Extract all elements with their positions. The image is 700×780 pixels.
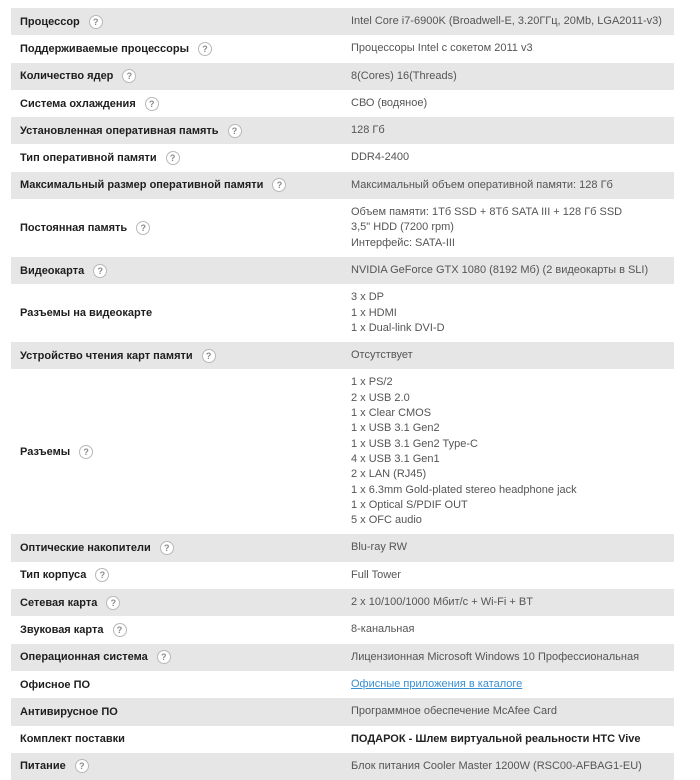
spec-label-cell [11, 199, 340, 257]
help-icon[interactable]: ? [157, 650, 171, 664]
spec-label-cell [11, 117, 340, 144]
spec-value: 1 x Optical S/PDIF OUT [351, 498, 468, 511]
help-icon[interactable]: ? [166, 151, 180, 165]
spec-label-cell [11, 172, 340, 199]
spec-value: Процессоры Intel с сокетом 2011 v3 [351, 42, 533, 55]
spec-label: Операционная система [20, 651, 148, 664]
spec-value: Блок питания Cooler Master 1200W (RSC00-AFBAG1-EU) [351, 759, 642, 772]
spec-value-cell [340, 644, 674, 671]
spec-label: Устройство чтения карт памяти [20, 349, 193, 362]
spec-value-cell [340, 90, 674, 117]
spec-value: 8-канальная [351, 623, 415, 636]
spec-value-cell [340, 753, 674, 780]
spec-label: Максимальный размер оперативной памяти [20, 179, 264, 192]
spec-label-cell [11, 698, 340, 725]
help-icon[interactable]: ? [160, 541, 174, 555]
spec-row [11, 726, 674, 753]
spec-label-cell [11, 534, 340, 561]
spec-value-cell [340, 534, 674, 561]
spec-row [11, 90, 674, 117]
spec-row [11, 117, 674, 144]
spec-value: 3 x DP [351, 291, 385, 304]
spec-value: Интерфейс: SATA-III [351, 236, 455, 249]
spec-value-cell [340, 144, 674, 171]
spec-label: Установленная оперативная память [20, 124, 219, 137]
spec-label: Процессор [20, 15, 80, 28]
spec-row [11, 644, 674, 671]
spec-row [11, 534, 674, 561]
spec-row [11, 63, 674, 90]
spec-value: 2 x USB 2.0 [351, 391, 410, 404]
spec-value-cell [340, 671, 674, 698]
help-icon[interactable]: ? [228, 124, 242, 138]
spec-row [11, 284, 674, 342]
spec-row [11, 369, 674, 534]
spec-label: Видеокарта [20, 264, 85, 277]
spec-value: 1 x 6.3mm Gold-plated stereo headphone jack [351, 483, 577, 496]
help-icon[interactable]: ? [106, 596, 120, 610]
spec-value: 3,5" HDD (7200 rpm) [351, 221, 454, 234]
spec-label-cell [11, 726, 340, 753]
help-icon[interactable]: ? [113, 623, 127, 637]
help-icon[interactable]: ? [202, 349, 216, 363]
spec-value-cell [340, 589, 674, 616]
spec-row [11, 589, 674, 616]
spec-value: 1 x USB 3.1 Gen2 [351, 422, 440, 435]
spec-value: NVIDIA GeForce GTX 1080 (8192 Мб) (2 видеокарты в SLI) [351, 263, 649, 276]
spec-value: Blu-ray RW [351, 541, 408, 554]
spec-label: Разъемы на видеокарте [20, 307, 153, 320]
spec-label: Питание [20, 760, 66, 773]
spec-value-cell [340, 257, 674, 284]
spec-label: Сетевая карта [20, 596, 98, 609]
spec-value-cell [340, 342, 674, 369]
help-icon[interactable]: ? [122, 69, 136, 83]
spec-value: 1 x HDMI [351, 306, 397, 319]
spec-label: Комплект поставки [20, 733, 125, 746]
spec-value-cell [340, 35, 674, 62]
spec-value-cell [340, 616, 674, 643]
spec-value: DDR4-2400 [351, 151, 410, 164]
spec-row [11, 616, 674, 643]
spec-value-cell [340, 199, 674, 257]
spec-label: Система охлаждения [20, 97, 136, 110]
spec-value: ПОДАРОК - Шлем виртуальной реальности HTC Vive [351, 732, 641, 745]
spec-label-cell [11, 144, 340, 171]
spec-label: Тип корпуса [20, 569, 87, 582]
spec-label-cell [11, 616, 340, 643]
spec-label-cell [11, 753, 340, 780]
spec-value: Максимальный объем оперативной памяти: 128 Гб [351, 178, 613, 191]
help-icon[interactable]: ? [93, 264, 107, 278]
catalog-link[interactable]: Офисные приложения в каталоге [351, 677, 523, 690]
spec-value: 8(Cores) 16(Threads) [351, 69, 457, 82]
spec-label: Оптические накопители [20, 542, 151, 555]
help-icon[interactable]: ? [89, 15, 103, 29]
help-icon[interactable]: ? [79, 445, 93, 459]
spec-row [11, 35, 674, 62]
spec-value: Full Tower [351, 568, 401, 581]
spec-row [11, 562, 674, 589]
spec-row [11, 698, 674, 725]
spec-label: Поддерживаемые процессоры [20, 42, 189, 55]
spec-label-cell [11, 644, 340, 671]
spec-value-cell [340, 369, 674, 534]
spec-value: 4 x USB 3.1 Gen1 [351, 452, 440, 465]
spec-value-cell [340, 562, 674, 589]
spec-value-cell [340, 117, 674, 144]
spec-row [11, 753, 674, 780]
spec-value: 1 x Dual-link DVI-D [351, 321, 445, 334]
spec-value-cell [340, 698, 674, 725]
spec-row [11, 199, 674, 257]
spec-row [11, 671, 674, 698]
spec-value: 5 x OFC audio [351, 514, 422, 527]
spec-label-cell [11, 284, 340, 342]
spec-label-cell [11, 90, 340, 117]
spec-label-cell [11, 257, 340, 284]
spec-value-cell [340, 726, 674, 753]
spec-label: Постоянная память [20, 222, 128, 235]
spec-value: 128 Гб [351, 124, 385, 137]
spec-value: 2 x 10/100/1000 Мбит/с + Wi-Fi + BT [351, 596, 533, 609]
spec-label-cell [11, 562, 340, 589]
spec-label-cell [11, 369, 340, 534]
spec-label-cell [11, 63, 340, 90]
spec-value-cell [340, 172, 674, 199]
spec-label-cell [11, 342, 340, 369]
spec-value: Лицензионная Microsoft Windows 10 Профессиональная [351, 650, 640, 663]
spec-label: Разъемы [20, 445, 71, 458]
help-icon[interactable]: ? [95, 568, 109, 582]
spec-value: 2 x LAN (RJ45) [351, 468, 427, 481]
spec-value: 1 x Clear CMOS [351, 407, 432, 420]
help-icon[interactable]: ? [145, 97, 159, 111]
spec-label-cell [11, 8, 340, 35]
spec-value: 1 x PS/2 [351, 376, 393, 389]
specs-table [11, 8, 674, 780]
spec-value: Объем памяти: 1Тб SSD + 8Тб SATA III + 128 Гб SSD [351, 206, 623, 219]
spec-label: Звуковая карта [20, 623, 104, 636]
spec-value: 1 x USB 3.1 Gen2 Type-C [351, 437, 478, 450]
spec-label: Антивирусное ПО [20, 705, 118, 718]
spec-value-cell [340, 284, 674, 342]
help-icon[interactable]: ? [136, 221, 150, 235]
help-icon[interactable]: ? [272, 178, 286, 192]
spec-value: СВО (водяное) [351, 96, 428, 109]
spec-value-cell [340, 63, 674, 90]
spec-label-cell [11, 589, 340, 616]
spec-row [11, 144, 674, 171]
spec-row [11, 172, 674, 199]
spec-row [11, 342, 674, 369]
spec-label: Тип оперативной памяти [20, 152, 157, 165]
spec-label-cell [11, 671, 340, 698]
spec-row [11, 257, 674, 284]
spec-label: Офисное ПО [20, 678, 91, 691]
spec-value-cell [340, 8, 674, 35]
spec-row [11, 8, 674, 35]
spec-value: Программное обеспечение McAfee Card [351, 705, 557, 718]
help-icon[interactable]: ? [198, 42, 212, 56]
spec-label: Количество ядер [20, 70, 114, 83]
spec-label-cell [11, 35, 340, 62]
spec-value: Intel Core i7-6900K (Broadwell-E, 3.20ГГц, 20Mb, LGA2011-v3) [351, 15, 662, 27]
help-icon[interactable]: ? [75, 759, 89, 773]
spec-value: Отсутствует [351, 349, 413, 362]
